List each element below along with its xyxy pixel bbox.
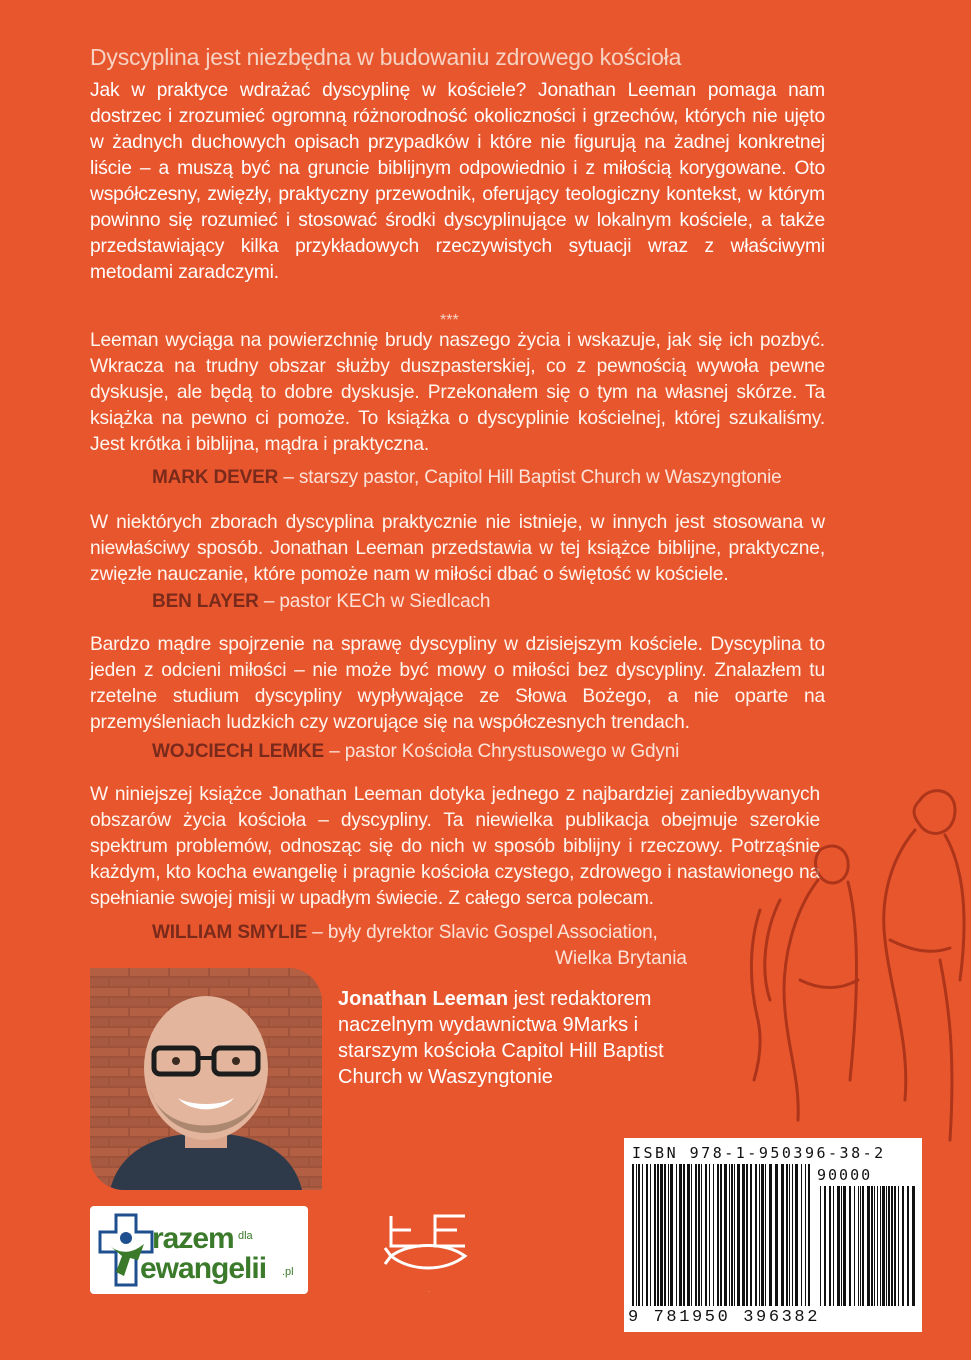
barcode-addon-bar — [833, 1186, 834, 1306]
barcode-bar — [668, 1164, 669, 1306]
barcode-addon-bar — [898, 1186, 899, 1306]
barcode-addon-bar — [880, 1186, 881, 1306]
barcode-bar — [660, 1164, 663, 1306]
author-bio-text: jest redaktorem naczelnym wydawnictwa 9Marks i starszym kościoła Capitol Hill Baptist Church w Waszyngtonie — [338, 988, 664, 1088]
intro-paragraph: Jak w praktyce wdrażać dyscyplinę w kościele? Jonathan Leeman pomaga nam dostrzec i zrozumieć ogromną różnorodność okoliczności i grzechów, których nie ujęto w żadnych duchowych opisach przypadków i które nie figurują na żadnej konkretnej liście – a muszą być na gruncie biblijnym odpowiednio i z miłością korygowane. Oto współczesny, zwięzły, praktyczny przewodnik, oferujący teologiczny kontekst, w którym powinno się rozumieć i stosować środki dyscyplinujące w lokalnym kościele, a także przedstawiający kilka przykładowych rzeczywistych sytuacji wraz z właściwymi metodami zaradczymi. — [90, 80, 825, 283]
barcode-bar — [805, 1164, 806, 1306]
barcode-bar — [789, 1164, 790, 1306]
barcode-bar — [705, 1164, 707, 1306]
barcode-addon-bar — [874, 1186, 875, 1306]
figures-illustration — [740, 780, 971, 1180]
barcode-addon-bar — [867, 1186, 870, 1306]
logo-small-1: dla — [238, 1230, 253, 1242]
barcode-bar — [691, 1164, 692, 1306]
barcode-bar — [737, 1164, 740, 1306]
endorser-role: – pastor KECh w Siedlcach — [258, 591, 491, 612]
barcode-addon-bar — [894, 1186, 896, 1306]
author-portrait-illustration — [90, 968, 322, 1190]
section-separator: *** — [440, 312, 459, 329]
barcode-addon-bar — [854, 1186, 855, 1306]
barcode-addon-bar — [824, 1186, 826, 1306]
endorsement-text-3: Bardzo mądre spojrzenie na sprawę dyscypliny w dzisiejszym kościele. Dyscyplina to jeden z odcieni miłości – nie może być mowy o miłości bez dyscypliny. Znalazłem tu rzetelne studium dyscypliny wypływające ze Słowa Bożego, a nie oparte na przemyśleniach ludzkich czy wzorujące się na współczesnych trendach. — [90, 634, 825, 733]
endorser-name: BEN LAYER — [152, 591, 259, 612]
logo-word-1: razem — [152, 1222, 234, 1255]
barcode-bar — [654, 1164, 656, 1306]
barcode-bar — [638, 1164, 640, 1306]
barcode-bar — [781, 1164, 784, 1306]
endorsement-attribution-2 — [152, 591, 490, 613]
endorser-role: – starszy pastor, Capitol Hill Baptist Church w Waszyngtonie — [278, 467, 782, 488]
endorser-role: – pastor Kościoła Chrystusowego w Gdyni — [324, 741, 680, 762]
barcode-bar — [775, 1164, 778, 1306]
barcode-bar — [769, 1164, 772, 1306]
barcode-digits: 9 781950 396382 — [628, 1308, 821, 1327]
author-name: Jonathan Leeman — [338, 988, 509, 1010]
fe-publisher-logo — [381, 1206, 475, 1294]
barcode-addon-bar — [882, 1186, 885, 1306]
endorsement-text-4: W niniejszej książce Jonathan Leeman dotyka jednego z najbardziej zaniedbywanych obszarów życia kościoła – dyscypliny. Ta niewielka publikacja obejmuje szerokie spektrum problemów, odnosząc się do nich w sposób biblijny i rzeczowy. Potrząśnie każdym, kto kocha ewangelię i pragnie kościoła czystego, zdrowego i nastawionego na spełnianie swojej misji w upadłym świecie. Z całego serca polecam. — [90, 784, 820, 909]
barcode-bar — [695, 1164, 697, 1306]
endorser-role: – były dyrektor Slavic Gospel Association, — [307, 922, 658, 943]
barcode-addon-bar — [843, 1186, 846, 1306]
barcode-bar — [786, 1164, 788, 1306]
barcode-bar — [734, 1164, 735, 1306]
fe-logo-letters: FE — [428, 1292, 430, 1293]
barcode-bar — [729, 1164, 730, 1306]
barcode-bar — [646, 1164, 648, 1306]
barcode-bar — [724, 1164, 727, 1306]
barcode-bar — [679, 1164, 682, 1306]
barcode-bar — [759, 1164, 760, 1306]
barcode-bar — [761, 1164, 764, 1306]
barcode-bar — [795, 1164, 798, 1306]
barcode-bar — [676, 1164, 677, 1306]
barcode-bar — [746, 1164, 748, 1306]
isbn-barcode — [624, 1138, 922, 1332]
endorsement-attribution-4 — [152, 922, 658, 944]
barcode-bar — [642, 1164, 643, 1306]
barcode-bar — [683, 1164, 685, 1306]
barcode-addon-bar — [891, 1186, 893, 1306]
endorser-role-continued: Wielka Brytania — [555, 948, 687, 969]
barcode-addon-bar — [841, 1186, 842, 1306]
barcode-bar — [687, 1164, 690, 1306]
barcode-addon-bar — [858, 1186, 859, 1306]
barcode-bar — [742, 1164, 745, 1306]
barcode-addon-bar — [820, 1186, 821, 1306]
barcode-bar — [755, 1164, 757, 1306]
barcode-bar — [720, 1164, 722, 1306]
isbn-label: ISBN 978-1-950396-38-2 — [632, 1144, 886, 1162]
endorser-name: WILLIAM SMYLIE — [152, 922, 308, 943]
barcode-bar — [701, 1164, 702, 1306]
barcode-addon-bar — [912, 1186, 915, 1306]
barcode-addon-bar — [860, 1186, 861, 1306]
barcode-bar — [650, 1164, 651, 1306]
barcode-bar — [792, 1164, 793, 1306]
barcode-addon-bar — [907, 1186, 909, 1306]
barcode-addon-bar — [902, 1186, 904, 1306]
barcode-addon-bar — [877, 1186, 878, 1306]
author-photo — [90, 968, 322, 1190]
barcode-bar — [670, 1164, 673, 1306]
endorsement-attribution-3 — [152, 741, 679, 763]
barcode-bar — [664, 1164, 666, 1306]
cover-headline: Dyscyplina jest niezbędna w budowaniu zdrowego kościoła — [90, 44, 682, 70]
barcode-addon-bar — [871, 1186, 873, 1306]
barcode-addon-bar — [837, 1186, 840, 1306]
endorsement-text-1: Leeman wyciąga na powierzchnię brudy naszego życia i wskazuje, jak się ich pozbyć. Wkracza na trudny obszar służby duszpasterskiej, co z pewnością wywoła pewne dyskusje, ale będą to dobre dyskusje. Przekonałem się o tym na własnej skórze. Ta książka na pewno ci pomoże. To książka o dyscyplinie kościelnej, której szukaliśmy. Jest krótka i biblijna, mądra i praktyczna. — [90, 330, 825, 455]
barcode-bar — [717, 1164, 719, 1306]
logo-word-2: ewangelii — [140, 1252, 267, 1285]
barcode-bar — [636, 1164, 637, 1306]
barcode-bar — [765, 1164, 766, 1306]
price-addon-digits: 90000 — [817, 1166, 873, 1184]
barcode-bar — [731, 1164, 733, 1306]
barcode-bar — [698, 1164, 700, 1306]
barcode-addon-bar — [829, 1186, 831, 1306]
barcode-bar — [808, 1164, 810, 1306]
endorser-name: WOJCIECH LEMKE — [152, 741, 325, 762]
barcode-bar — [713, 1164, 714, 1306]
barcode-addon-bar — [862, 1186, 864, 1306]
barcode-addon-bar — [886, 1186, 887, 1306]
barcode-addon-bar — [849, 1186, 851, 1306]
barcode-addon-bar — [888, 1186, 890, 1306]
endorsement-attribution-1 — [152, 467, 782, 489]
barcode-bar — [709, 1164, 710, 1306]
logo-small-2: .pl — [282, 1266, 294, 1278]
author-bio — [338, 986, 718, 1090]
endorser-name: MARK DEVER — [152, 467, 279, 488]
barcode-bars — [624, 1138, 922, 1332]
razem-dla-ewangelii-logo — [90, 1206, 308, 1294]
barcode-bar — [801, 1164, 802, 1306]
barcode-bar — [657, 1164, 659, 1306]
barcode-bar — [750, 1164, 752, 1306]
endorsement-text-2: W niektórych zborach dyscyplina praktycznie nie istnieje, w innych jest stosowana w niewłaściwy sposób. Jonathan Leeman przedstawia w tej książce biblijne, praktyczne, zwięzłe nauczanie, które pomoże nam w miłości dbać o świętość w kościele. — [90, 512, 825, 585]
barcode-bar — [632, 1164, 634, 1306]
